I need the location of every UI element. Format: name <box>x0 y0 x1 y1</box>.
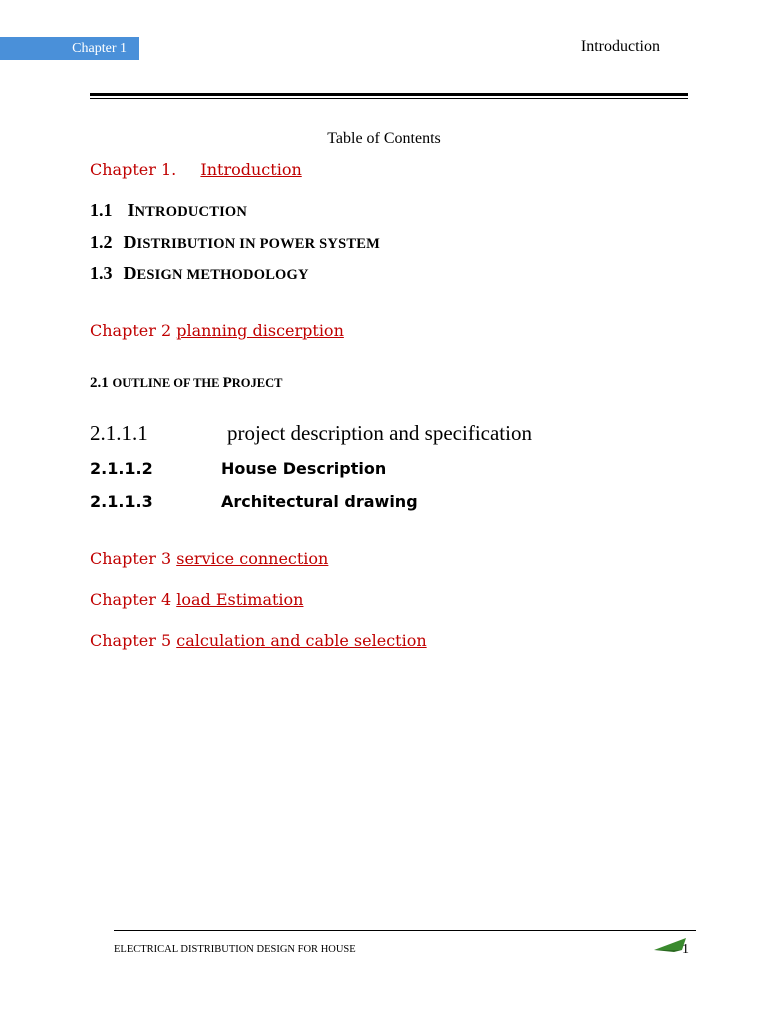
section-rest: ESIGN METHODOLOGY <box>136 267 309 283</box>
section-first-letter: D <box>123 232 137 252</box>
toc-chapter-4 <box>90 590 303 609</box>
subsection-number: 2.1.1.3 <box>90 492 153 511</box>
header-rule-thick <box>90 93 688 96</box>
subsection-number: 2.1.1.1 <box>90 421 148 445</box>
toc-subsection-2-1-1-2 <box>90 459 387 478</box>
footer-title: ELECTRICAL DISTRIBUTION DESIGN FOR HOUSE <box>114 944 356 955</box>
section-first-letter: I <box>127 200 135 220</box>
chapter-2-link[interactable]: planning discerption <box>176 321 344 340</box>
toc-section-1-1 <box>90 200 247 221</box>
section-cap: P <box>222 375 232 391</box>
toc-section-2-1 <box>90 375 282 392</box>
header-rule-thin <box>90 98 688 99</box>
subsection-title: Architectural drawing <box>221 492 418 511</box>
toc-subsection-2-1-1-3 <box>90 492 418 511</box>
toc-section-1-3 <box>90 263 309 284</box>
toc-chapter-1 <box>90 160 302 179</box>
subsection-number: 2.1.1.2 <box>90 459 153 478</box>
subsection-title: House Description <box>221 459 387 478</box>
toc-title: Table of Contents <box>327 130 441 147</box>
chapter-4-prefix: Chapter 4 <box>90 590 172 609</box>
chapter-3-link[interactable]: service connection <box>176 549 329 568</box>
section-first-letter: D <box>123 263 137 283</box>
toc-subsection-2-1-1-1 <box>90 421 532 446</box>
section-rest: ROJECT <box>231 376 283 390</box>
chapter-1-link[interactable]: Introduction <box>200 160 302 179</box>
section-number: 2.1 <box>90 375 109 391</box>
toc-chapter-5 <box>90 631 427 650</box>
section-number: 1.2 <box>90 232 113 252</box>
chapter-1-prefix: Chapter 1. <box>90 160 177 179</box>
toc-chapter-3 <box>90 549 328 568</box>
footer-rule <box>114 930 696 931</box>
page-number: 1 <box>682 942 689 957</box>
section-number: 1.3 <box>90 263 113 283</box>
toc-section-1-2 <box>90 232 380 253</box>
toc-chapter-2 <box>90 321 344 340</box>
chapter-3-prefix: Chapter 3 <box>90 549 172 568</box>
chapter-5-link[interactable]: calculation and cable selection <box>176 631 427 650</box>
section-rest: ISTRIBUTION IN POWER SYSTEM <box>136 236 380 252</box>
chapter-tab: Chapter 1 <box>0 37 139 60</box>
section-text: OUTLINE OF THE <box>112 376 223 390</box>
chapter-4-link[interactable]: load Estimation <box>176 590 304 609</box>
chapter-2-prefix: Chapter 2 <box>90 321 172 340</box>
section-number: 1.1 <box>90 200 113 220</box>
chapter-5-prefix: Chapter 5 <box>90 631 172 650</box>
section-rest: NTRODUCTION <box>134 204 248 220</box>
subsection-title: project description and specification <box>227 421 532 445</box>
header-section-title: Introduction <box>580 38 660 55</box>
